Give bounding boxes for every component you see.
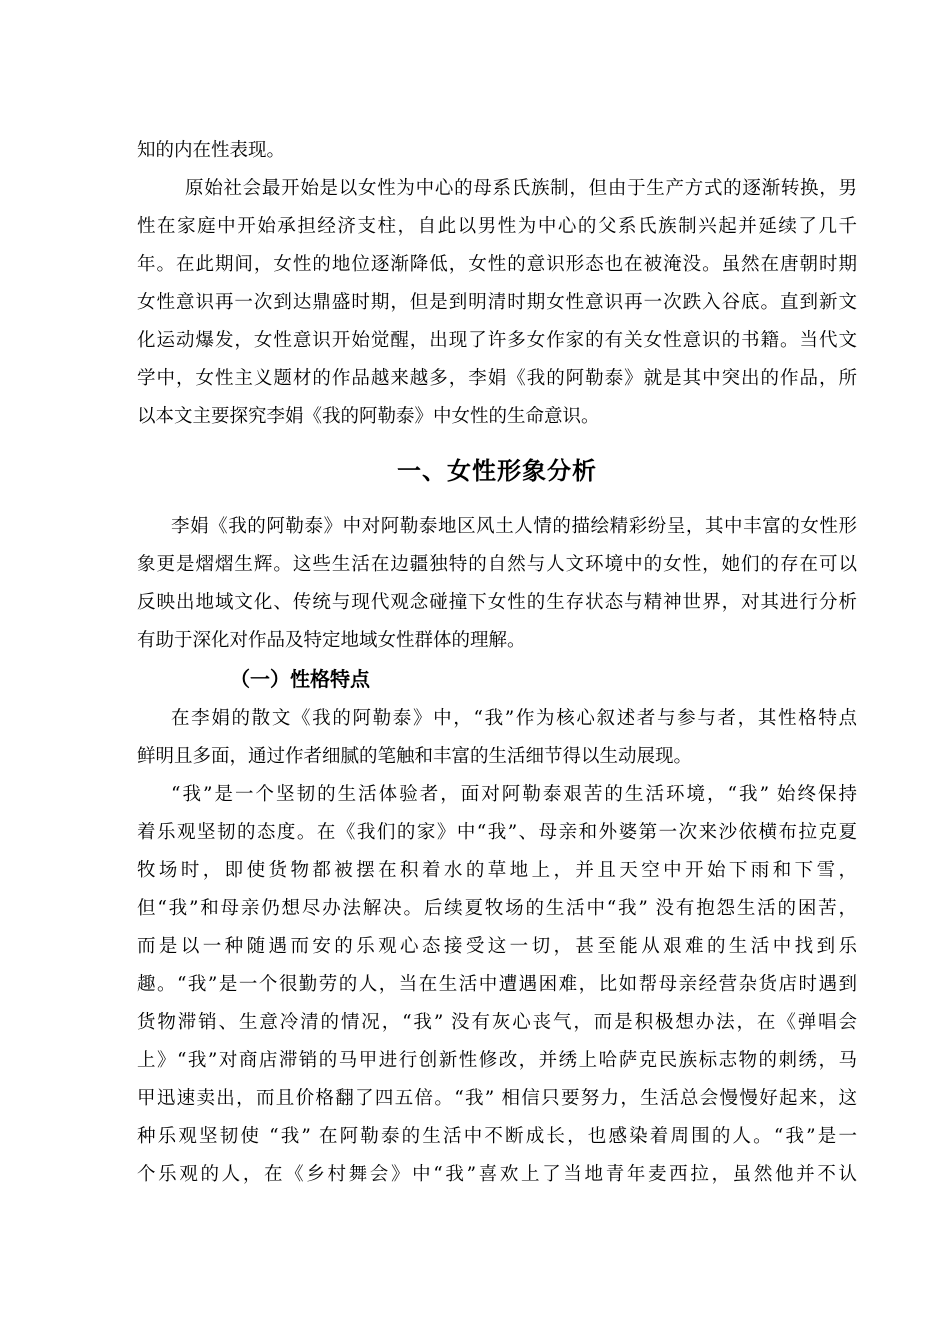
section-paragraph-line-3: 反映出地域文化、传统与现代观念碰撞下女性的生存状态与精神世界，对其进行分析	[137, 592, 857, 613]
intro-line-3: 性在家庭中开始承担经济支柱，自此以男性为中心的父系氏族制兴起并延续了几千	[137, 216, 857, 237]
intro-line-7: 学中，女性主义题材的作品越来越多，李娟《我的阿勒泰》就是其中突出的作品，所	[137, 368, 857, 389]
subsection-p2-line-4: 但“我”和母亲仍想尽办法解决。后续夏牧场的生活中“我” 没有抱怨生活的困苦，	[137, 898, 857, 919]
subsection-p2-line-2: 着乐观坚韧的态度。在《我们的家》中“我”、母亲和外婆第一次来沙依横布拉克夏	[137, 822, 857, 843]
subsection-p2-line-5: 而是以一种随遇而安的乐观心态接受这一切，甚至能从艰难的生活中找到乐	[137, 936, 857, 957]
subsection-p2-line-6: 趣。“我”是一个很勤劳的人，当在生活中遭遇困难，比如帮母亲经营杂货店时遇到	[137, 974, 857, 995]
subsection-p1-line-2: 鲜明且多面，通过作者细腻的笔触和丰富的生活细节得以生动展现。	[137, 746, 693, 767]
intro-line-5: 女性意识再一次到达鼎盛时期，但是到明清时期女性意识再一次跌入谷底。直到新文	[137, 292, 857, 313]
subsection-heading: （一）性格特点	[230, 667, 370, 691]
section-paragraph-line-4: 有助于深化对作品及特定地域女性群体的理解。	[137, 630, 526, 651]
section-paragraph-line-2: 象更是熠熠生辉。这些生活在边疆独特的自然与人文环境中的女性，她们的存在可以	[137, 554, 857, 575]
subsection-p2-line-8: 上》“我”对商店滞销的马甲进行创新性修改，并绣上哈萨克民族标志物的刺绣，马	[137, 1050, 857, 1071]
subsection-p2-line-9: 甲迅速卖出，而且价格翻了四五倍。“我” 相信只要努力，生活总会慢慢好起来，这	[137, 1088, 857, 1109]
subsection-p2-line-10: 种乐观坚韧使 “我” 在阿勒泰的生活中不断成长，也感染着周围的人。“我”是一	[137, 1126, 857, 1147]
subsection-p2-line-1: “我”是一个坚韧的生活体验者，面对阿勒泰艰苦的生活环境，“我” 始终保持	[171, 784, 857, 805]
intro-line-1: 知的内在性表现。	[137, 140, 286, 161]
section-paragraph-line-1: 李娟《我的阿勒泰》中对阿勒泰地区风土人情的描绘精彩纷呈，其中丰富的女性形	[171, 516, 857, 537]
subsection-p1-line-1: 在李娟的散文《我的阿勒泰》中，“我”作为核心叙述者与参与者，其性格特点	[171, 708, 857, 729]
intro-line-4: 年。在此期间，女性的地位逐渐降低，女性的意识形态也在被淹没。虽然在唐朝时期	[137, 254, 857, 275]
subsection-p2-line-11: 个乐观的人，在《乡村舞会》中“我”喜欢上了当地青年麦西拉，虽然他并不认	[137, 1164, 857, 1185]
intro-line-6: 化运动爆发，女性意识开始觉醒，出现了许多女作家的有关女性意识的书籍。当代文	[137, 330, 857, 351]
intro-line-2: 原始社会最开始是以女性为中心的母系氏族制，但由于生产方式的逐渐转换，男	[185, 178, 857, 199]
subsection-p2-line-3: 牧场时，即使货物都被摆在积着水的草地上，并且天空中开始下雨和下雪，	[137, 860, 857, 881]
intro-line-8: 以本文主要探究李娟《我的阿勒泰》中女性的生命意识。	[137, 406, 600, 427]
subsection-p2-line-7: 货物滞销、生意冷清的情况，“我” 没有灰心丧气，而是积极想办法，在《弹唱会	[137, 1012, 857, 1033]
section-heading: 一、女性形象分析	[397, 457, 597, 485]
